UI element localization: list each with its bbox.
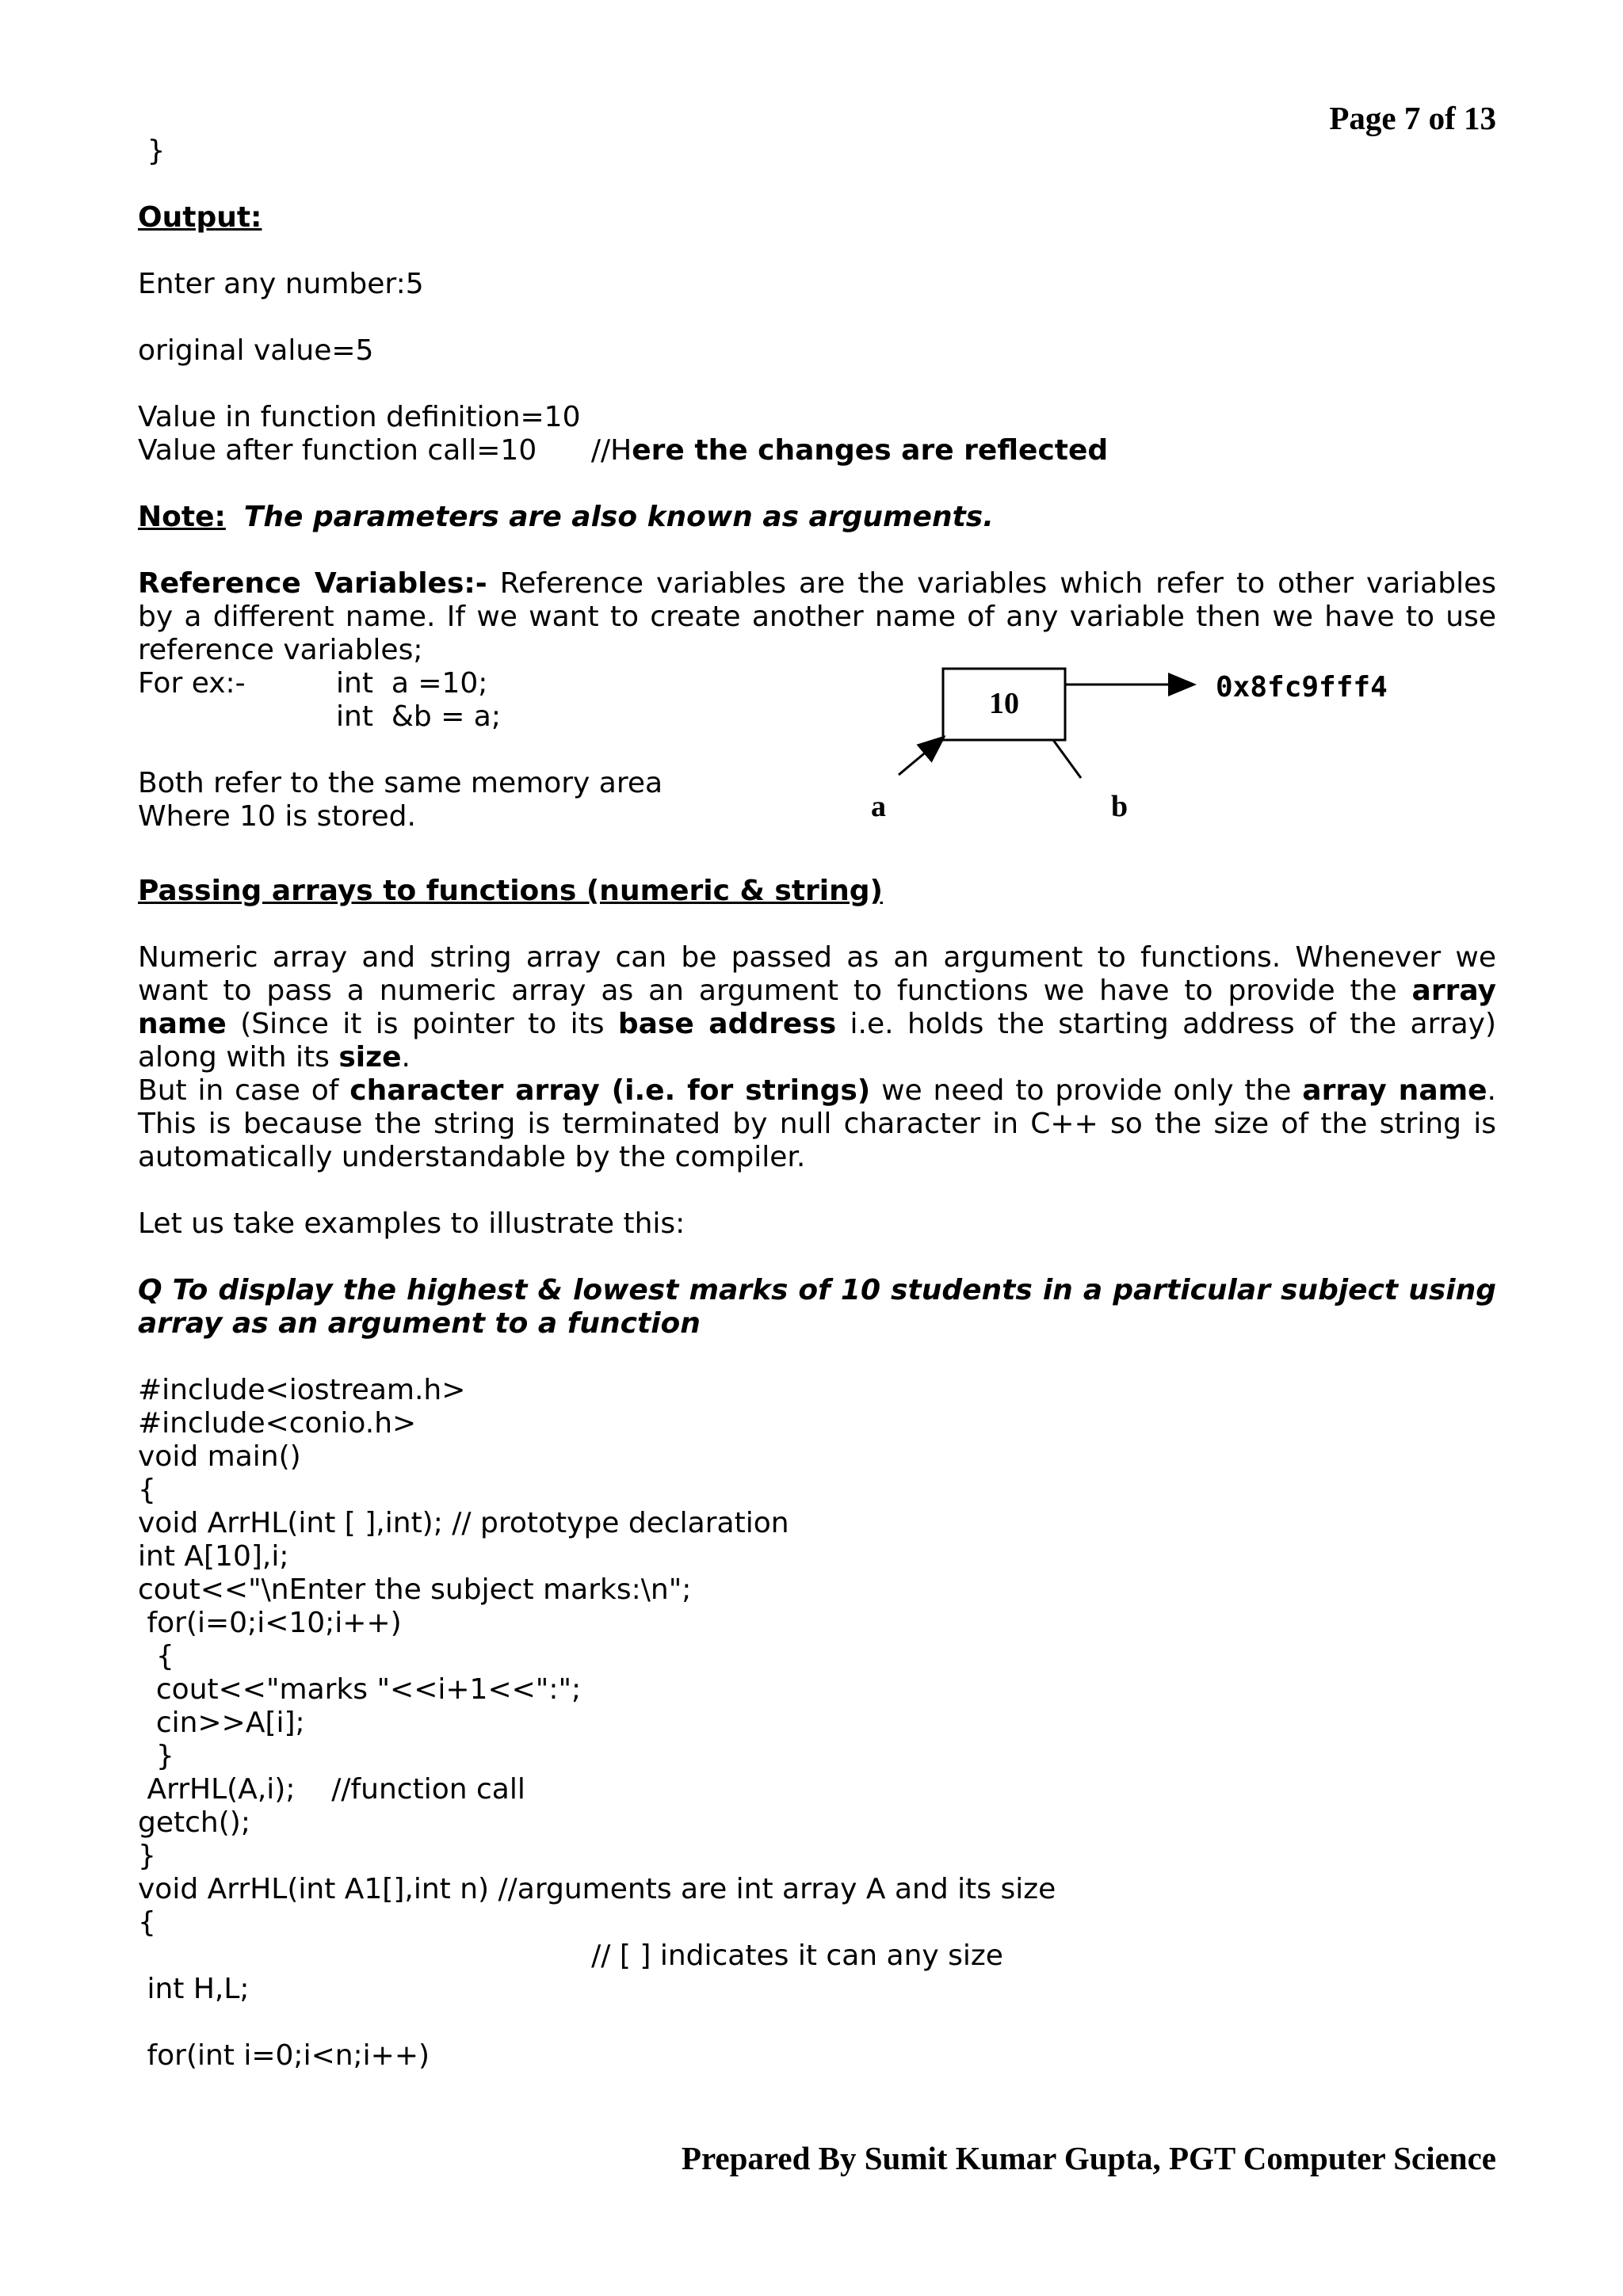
arrays-p2-character-array: character array (i.e. for strings) [349, 1074, 871, 1107]
code-line: #include<conio.h> [138, 1407, 417, 1440]
arrays-p1-size: size [338, 1041, 402, 1074]
arrays-p1-a: Numeric array and string array can be passed as an argument to functions. Whenever we want to pass a numeric array as an argument to functions we have to provide the [138, 941, 1496, 1007]
arrays-p1-e: i.e. holds the starting address of the array) along with its [138, 1008, 1496, 1074]
code-line: { [138, 1474, 156, 1506]
output-line-4-text: Value after function call=10 //H [138, 434, 632, 467]
memory-box-value: 10 [989, 687, 1019, 720]
footer: Prepared By Sumit Kumar Gupta, PGT Computer Science [681, 2140, 1496, 2176]
closing-brace: } [138, 135, 166, 167]
code-line: void ArrHL(int A1[],int n) //arguments are int array A and its size [138, 1873, 1056, 1905]
for-ex-label: For ex:- [138, 667, 246, 700]
page-number: Page 7 of 13 [1329, 100, 1496, 136]
example-code-2: int &b = a; [336, 700, 501, 733]
code-line: void ArrHL(int [ ],int); // prototype declaration [138, 1507, 789, 1539]
code-line [138, 2006, 1496, 2039]
code-line: // [ ] indicates it can any size [138, 1939, 1003, 1972]
arrays-p2-array-name: array name [1302, 1074, 1487, 1107]
code-line: getch(); [138, 1806, 250, 1839]
arrays-p2-a: But in case of [138, 1074, 350, 1107]
code-listing [138, 1374, 1496, 2073]
arrays-paragraph-3: Let us take examples to illustrate this: [138, 1207, 685, 1240]
output-line-3: Value in function definition=10 [138, 401, 581, 433]
memory-address: 0x8fc9fff4 [1216, 671, 1388, 704]
code-line: for(int i=0;i<n;i++) [138, 2039, 430, 2072]
note-text: The parameters are also known as arguments. [243, 501, 994, 533]
code-line: #include<iostream.h> [138, 1374, 466, 1406]
code-line: void main() [138, 1440, 301, 1473]
arrays-p2-c: we need to provide only the [870, 1074, 1303, 1107]
arrays-p2-e: . This is because the string is terminated by null character in C++ so the size of the string is automatically understandable by the compiler. [138, 1074, 1496, 1173]
label-b: b [1111, 790, 1128, 823]
code-line: int H,L; [138, 1973, 250, 2005]
document-body [138, 135, 1496, 2073]
both-refer-line-2: Where 10 is stored. [138, 800, 416, 833]
output-line-4-comment: ere the changes are reflected [632, 434, 1109, 467]
arrays-heading: Passing arrays to functions (numeric & string) [138, 875, 883, 907]
arrays-p1-c: (Since it is pointer to its [226, 1008, 618, 1040]
reference-title: Reference Variables:- [138, 567, 487, 600]
code-line: cout<<"\nEnter the subject marks:\n"; [138, 1573, 692, 1606]
output-line-2: original value=5 [138, 334, 374, 367]
note [138, 501, 1496, 534]
both-refer-line-1: Both refer to the same memory area [138, 767, 663, 799]
code-line: { [138, 1906, 156, 1939]
output-line-1: Enter any number:5 [138, 268, 424, 300]
code-line: { [138, 1640, 174, 1672]
output-line-4 [138, 434, 1496, 467]
code-line: int A[10],i; [138, 1540, 289, 1573]
arrays-p1-base-address: base address [617, 1008, 837, 1040]
label-a: a [871, 790, 886, 823]
line-b [1053, 740, 1081, 778]
arrow-a [899, 738, 942, 775]
code-line: cout<<"marks "<<i+1<<":"; [138, 1673, 582, 1706]
output-heading: Output: [138, 201, 262, 234]
reference-example [138, 667, 1496, 841]
code-line: } [138, 1840, 156, 1872]
code-line: } [138, 1740, 174, 1772]
arrays-paragraph-1 [138, 941, 1496, 1074]
reference-diagram [693, 651, 1501, 841]
code-line: cin>>A[i]; [138, 1707, 305, 1739]
arrays-p1-array-name: array name [138, 974, 1496, 1040]
arrays-p1-g: . [401, 1041, 411, 1074]
code-line: ArrHL(A,i); //function call [138, 1773, 525, 1806]
code-line: for(i=0;i<10;i++) [138, 1607, 402, 1639]
example-code-1: int a =10; [336, 667, 488, 700]
question: Q To display the highest & lowest marks of 10 students in a particular subject using array as an argument to a function [138, 1274, 1496, 1340]
note-label: Note: [138, 501, 226, 533]
arrays-paragraph-2 [138, 1074, 1496, 1174]
reference-body: Reference variables are the variables which refer to other variables by a different name. If we want to create another name of any variable then we have to use reference variables; [138, 567, 1496, 666]
